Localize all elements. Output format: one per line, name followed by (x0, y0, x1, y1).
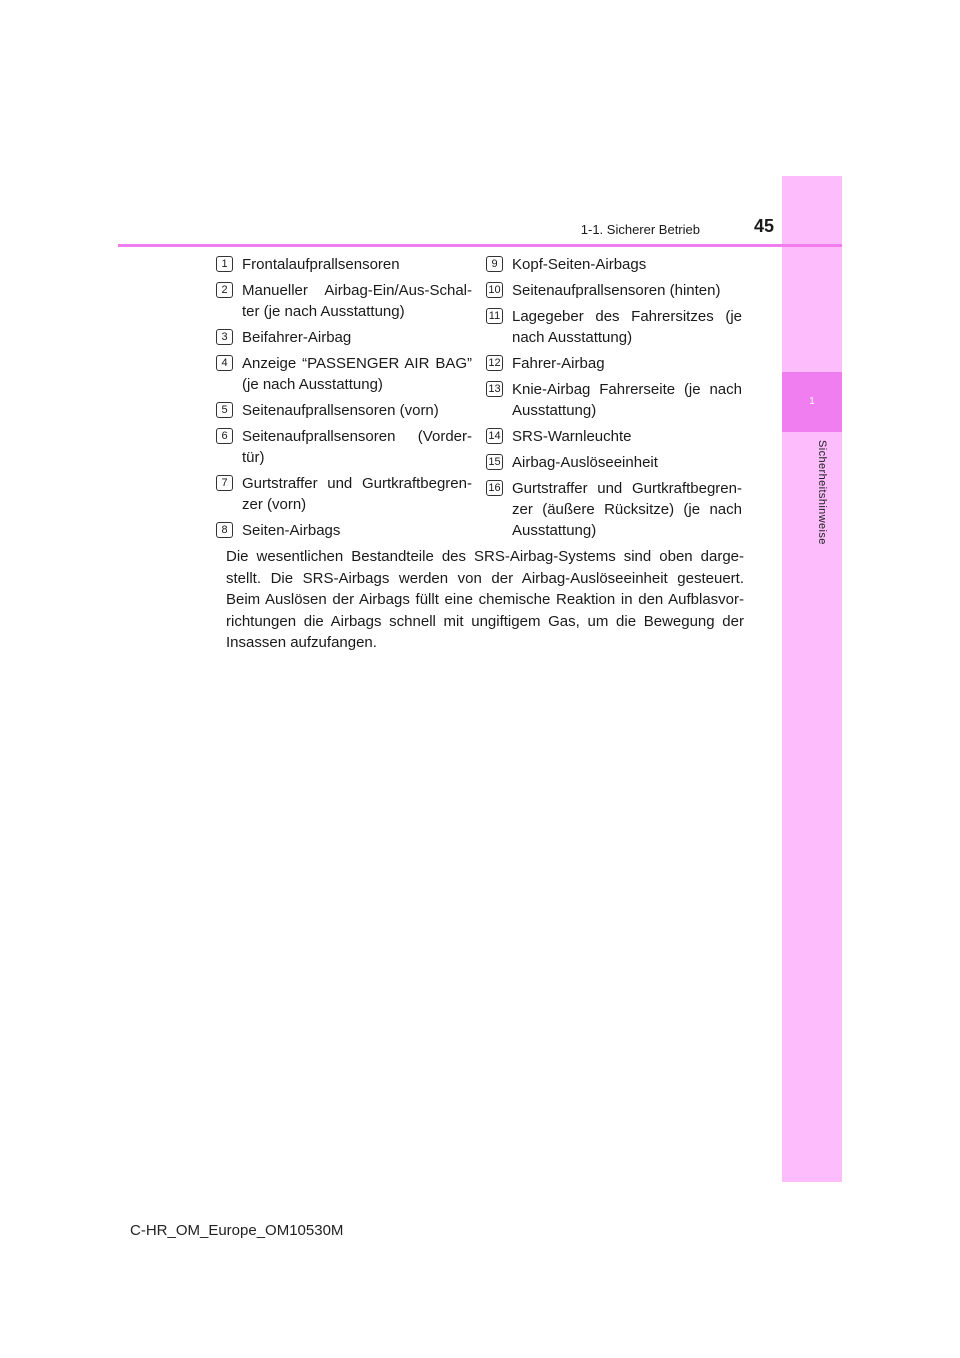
list-item-text: Gurtstraffer und Gurtkraftbegren-zer (äußere Rücksitze) (je nach Ausstattung) (512, 480, 742, 539)
list-item-text: Frontalaufprallsensoren (242, 256, 400, 273)
page-number: 45 (753, 216, 774, 236)
list-item-text: Fahrer-Airbag (512, 355, 605, 372)
number-badge: 15 (486, 454, 503, 470)
number-badge: 6 (216, 428, 233, 444)
list-item (216, 254, 472, 275)
list-item (486, 426, 742, 447)
number-badge: 14 (486, 428, 503, 444)
list-item-text: Seitenaufprallsensoren (Vorder-tür) (242, 428, 472, 466)
number-badge: 12 (486, 355, 503, 371)
list-item (486, 280, 742, 301)
chapter-label: Sicherheitshinweise (816, 440, 828, 545)
list-item (486, 353, 742, 374)
list-item (216, 473, 472, 515)
list-item (216, 353, 472, 395)
number-badge: 5 (216, 402, 233, 418)
section-title: 1-1. Sicherer Betrieb (580, 222, 700, 237)
list-item (486, 306, 742, 348)
list-item-text: Seitenaufprallsensoren (hinten) (512, 282, 721, 299)
list-item-text: Seitenaufprallsensoren (vorn) (242, 402, 439, 419)
component-list-right (486, 254, 742, 546)
list-item (486, 379, 742, 421)
side-tab (782, 176, 842, 1182)
list-item-text: Beifahrer-Airbag (242, 329, 352, 346)
list-item-text: Manueller Airbag-Ein/Aus-Schal-ter (je nach Ausstattung) (242, 282, 472, 320)
list-item-text: Airbag-Auslöseeinheit (512, 454, 658, 471)
list-item-text: Lagegeber des Fahrersitzes (je nach Ausstattung) (512, 308, 742, 346)
number-badge: 4 (216, 355, 233, 371)
number-badge: 11 (486, 308, 503, 324)
number-badge: 3 (216, 329, 233, 345)
list-item (216, 400, 472, 421)
header-divider (118, 244, 842, 247)
list-item-text: Anzeige “PASSENGER AIR BAG” (je nach Ausstattung) (242, 355, 472, 393)
list-item-text: Kopf-Seiten-Airbags (512, 256, 647, 273)
list-item-text: Gurtstraffer und Gurtkraftbegren-zer (vorn) (242, 475, 472, 513)
number-badge: 2 (216, 282, 233, 298)
list-item (216, 426, 472, 468)
number-badge: 16 (486, 480, 503, 496)
list-item-text: Knie-Airbag Fahrerseite (je nach Ausstattung) (512, 381, 742, 419)
document-code: C-HR_OM_Europe_OM10530M (130, 1222, 344, 1239)
list-item (486, 478, 742, 541)
list-item (216, 327, 472, 348)
list-item-text: SRS-Warnleuchte (512, 428, 632, 445)
body-paragraph: Die wesentlichen Bestandteile des SRS-Airbag-Systems sind oben darge-stellt. Die SRS-Airbags werden von der Airbag-Auslöseeinheit gesteuert. Beim Auslösen der Airbags füllt eine chemische Reaktion in den Aufblasvor-richtungen die Airbags schnell mit ungiftigem Gas, um die Bewegung der Insassen aufzufangen. (226, 548, 744, 651)
number-badge: 10 (486, 282, 503, 298)
chapter-number: 1 (809, 396, 815, 407)
component-list-left (216, 254, 472, 546)
list-item (486, 254, 742, 275)
number-badge: 1 (216, 256, 233, 272)
list-item (216, 280, 472, 322)
number-badge: 9 (486, 256, 503, 272)
list-item (216, 520, 472, 541)
list-item (486, 452, 742, 473)
number-badge: 8 (216, 522, 233, 538)
number-badge: 13 (486, 381, 503, 397)
list-item-text: Seiten-Airbags (242, 522, 341, 539)
number-badge: 7 (216, 475, 233, 491)
